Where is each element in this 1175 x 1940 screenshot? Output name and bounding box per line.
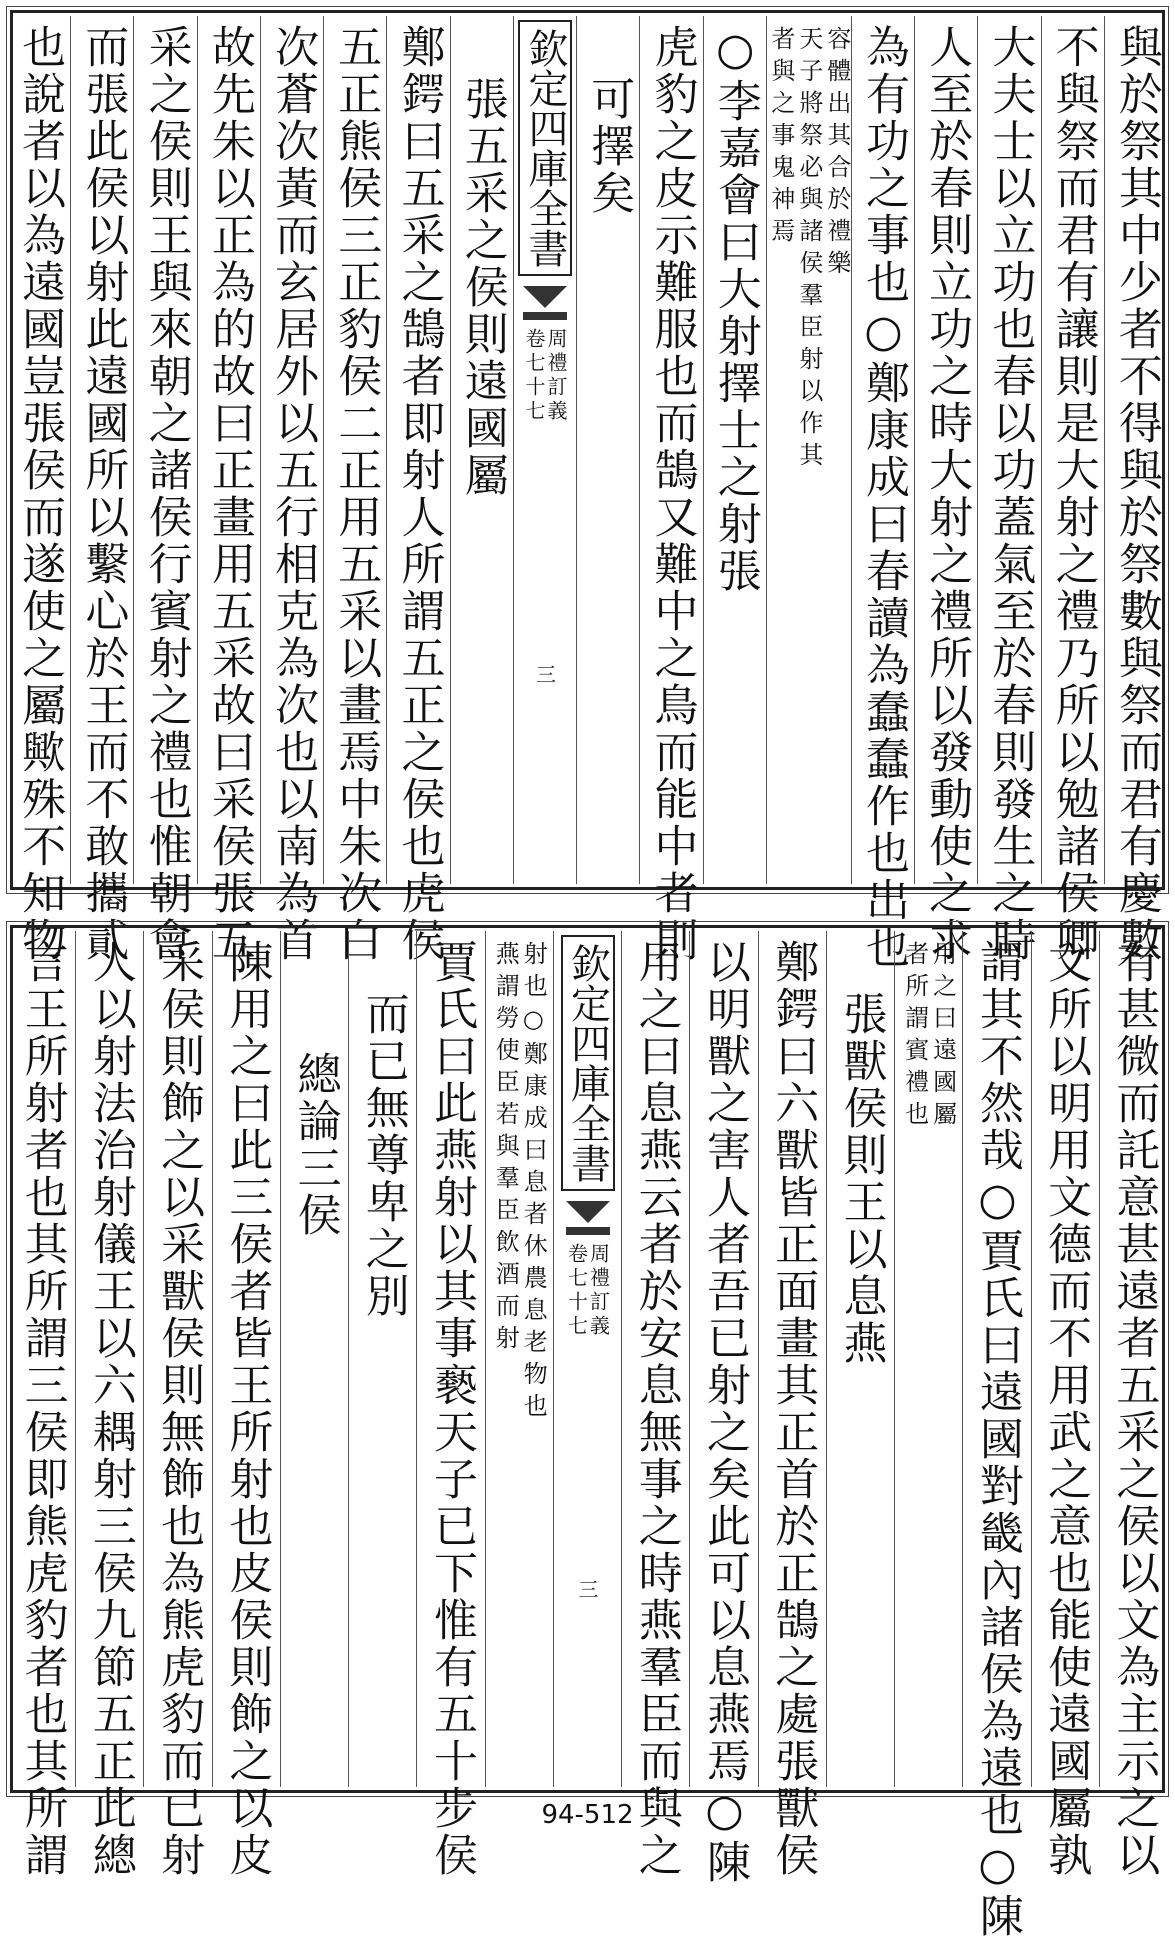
text-column: [977, 16, 1040, 964]
volume-label: 卷七十七: [522, 328, 546, 424]
column-text: 不與祭而君有讓則是大射之禮乃所以勉諸侯卿: [1047, 24, 1099, 964]
text-column: [450, 16, 513, 884]
commentary-text: 射也○鄭康成曰息者休農息老物也: [519, 941, 548, 1425]
fish-tail-mark-icon: [566, 1201, 610, 1223]
text-column: [133, 16, 196, 964]
volume-label: 卷七十七: [564, 1243, 589, 1339]
column-text: 也說者以為遠國豈張侯而遂使之屬歟殊不知物: [14, 24, 66, 964]
text-column: [75, 931, 143, 1879]
column-text: 虎豹之皮示難服也而鵠又難中之鳥而能中者則: [646, 24, 698, 964]
commentary-pair: [767, 16, 851, 884]
commentary-text: 容體出其合於禮樂: [822, 26, 851, 282]
column-text: 鄭鍔曰六獸皆正面畫其正首於正鵠之處張獸侯: [767, 939, 819, 1879]
volume-label: 周禮訂義: [586, 1243, 611, 1339]
commentary-text: 燕謂勞使臣若與羣臣飲酒而射: [491, 941, 520, 1357]
banner-column: [554, 931, 621, 1787]
column-text: 與於祭其中少者不得與於祭數與祭而君有慶數: [1110, 24, 1162, 964]
text-column: [689, 931, 757, 1886]
leaf-number: 三: [532, 664, 557, 684]
text-column: [851, 16, 914, 971]
text-column: [894, 931, 962, 1787]
text-column: [621, 931, 689, 1879]
text-column: [143, 931, 211, 1879]
text-column: [197, 16, 260, 964]
column-text: 故先朱以正為的故曰正畫用五采故曰采侯張五: [203, 24, 255, 964]
text-column: [416, 931, 484, 1879]
volume-info: [554, 1243, 621, 1339]
column-text: 張五采之侯則遠國屬: [456, 76, 508, 499]
commentary-text: 用之曰遠國屬: [928, 941, 957, 1133]
column-text: 言王所射者也其所謂三侯即熊虎豹者也其所謂: [16, 939, 68, 1879]
text-column: [962, 931, 1030, 1940]
collection-title: 欽定四庫全書: [561, 935, 615, 1191]
text-column: [212, 931, 280, 1879]
column-text: 賈氏曰此燕射以其事褻天子已下惟有五十步侯: [426, 939, 478, 1879]
column-text: 鄭鍔曰五采之鵠者即射人所謂五正之侯也虎侯: [393, 24, 445, 964]
column-text: 次蒼次黃而玄居外以五行相克為次也以南為首: [267, 24, 319, 964]
text-column: [1041, 16, 1104, 964]
column-text: 人至於春則立功之時大射之禮所以發動使之求: [921, 24, 973, 964]
text-column: [513, 16, 576, 884]
column-text: 有甚微而託意甚遠者五采之侯以文為主示之以: [1108, 939, 1160, 1879]
collection-title: 欽定四庫全書: [518, 20, 572, 276]
column-text: 五正熊侯三正豹侯二正用五采以畫焉中朱次白: [330, 24, 382, 964]
commentary-pair: [895, 931, 962, 1787]
commentary-text: 者所謂賓禮也: [900, 941, 929, 1133]
volume-label: 周禮訂義: [544, 328, 568, 424]
column-text: 大夫士以立功也春以功蓋氣至於春則發生之時: [984, 24, 1036, 964]
column-text: 用之曰息燕云者於安息無事之時燕羣臣而與之: [630, 939, 682, 1879]
fish-tail-bar-icon: [566, 1227, 610, 1235]
column-text: 陳用之曰此三侯者皆王所射也皮侯則飾之以皮: [221, 939, 273, 1879]
fish-tail-mark-icon: [523, 286, 567, 308]
text-column: [260, 16, 323, 964]
top-page-columns: [8, 16, 1167, 971]
top-page: [0, 10, 1175, 971]
text-column: [758, 931, 826, 1879]
column-text: 為有功之事也○鄭康成曰春讀為蠢蠢作也出也: [857, 24, 909, 971]
column-text: 而已無尊卑之別: [357, 991, 409, 1320]
text-column: [1099, 931, 1167, 1879]
text-column: [703, 16, 766, 884]
column-text: 人以射法治射儀王以六耦射三侯九節五正此總: [84, 939, 136, 1879]
column-text: 而張此侯以射此遠國所以繫心於王而不敢攜貳: [77, 24, 129, 964]
text-column: [766, 16, 851, 884]
column-text: 文所以明用文德而不用武之意也能使遠國屬孰: [1040, 939, 1092, 1879]
text-column: [639, 16, 702, 964]
column-text: 張獸侯則王以息燕: [835, 991, 887, 1367]
text-column: [280, 931, 348, 1787]
text-column: [8, 16, 70, 964]
column-text: 以明獸之害人者吾已射之矣此可以息燕焉○陳: [698, 939, 750, 1886]
text-column: [553, 931, 621, 1787]
column-text: 總論三侯: [289, 1051, 341, 1239]
text-column: [323, 16, 386, 964]
text-column: [348, 931, 416, 1787]
column-text: 采侯則飾之以采獸侯則無飾也為熊虎豹而已射: [153, 939, 205, 1879]
column-text: 可擇矣: [583, 76, 635, 217]
text-column: [1031, 931, 1099, 1879]
volume-info: [514, 328, 576, 424]
commentary-text: 天子將祭必與諸侯羣臣射以作其: [794, 26, 823, 474]
commentary-text: 者與之事鬼神焉: [766, 26, 795, 250]
text-column: [1104, 16, 1167, 964]
commentary-pair: [486, 931, 553, 1787]
text-column: [576, 16, 639, 884]
fish-tail-bar-icon: [523, 312, 567, 320]
text-column: [485, 931, 553, 1787]
page-number: 94-512: [541, 1800, 634, 1830]
text-column: [826, 931, 894, 1787]
text-column: [914, 16, 977, 964]
column-text: 采之侯則王與來朝之諸侯行賓射之禮也惟朝會: [140, 24, 192, 964]
text-column: [386, 16, 449, 964]
column-text: 謂其不然哉○賈氏曰遠國對畿內諸侯為遠也○陳: [971, 939, 1023, 1940]
banner-column: [514, 16, 576, 884]
text-column: [70, 16, 133, 964]
text-column: [8, 931, 75, 1879]
leaf-number: 三: [575, 1579, 599, 1599]
column-text: ○李嘉會曰大射擇士之射張: [709, 24, 761, 595]
